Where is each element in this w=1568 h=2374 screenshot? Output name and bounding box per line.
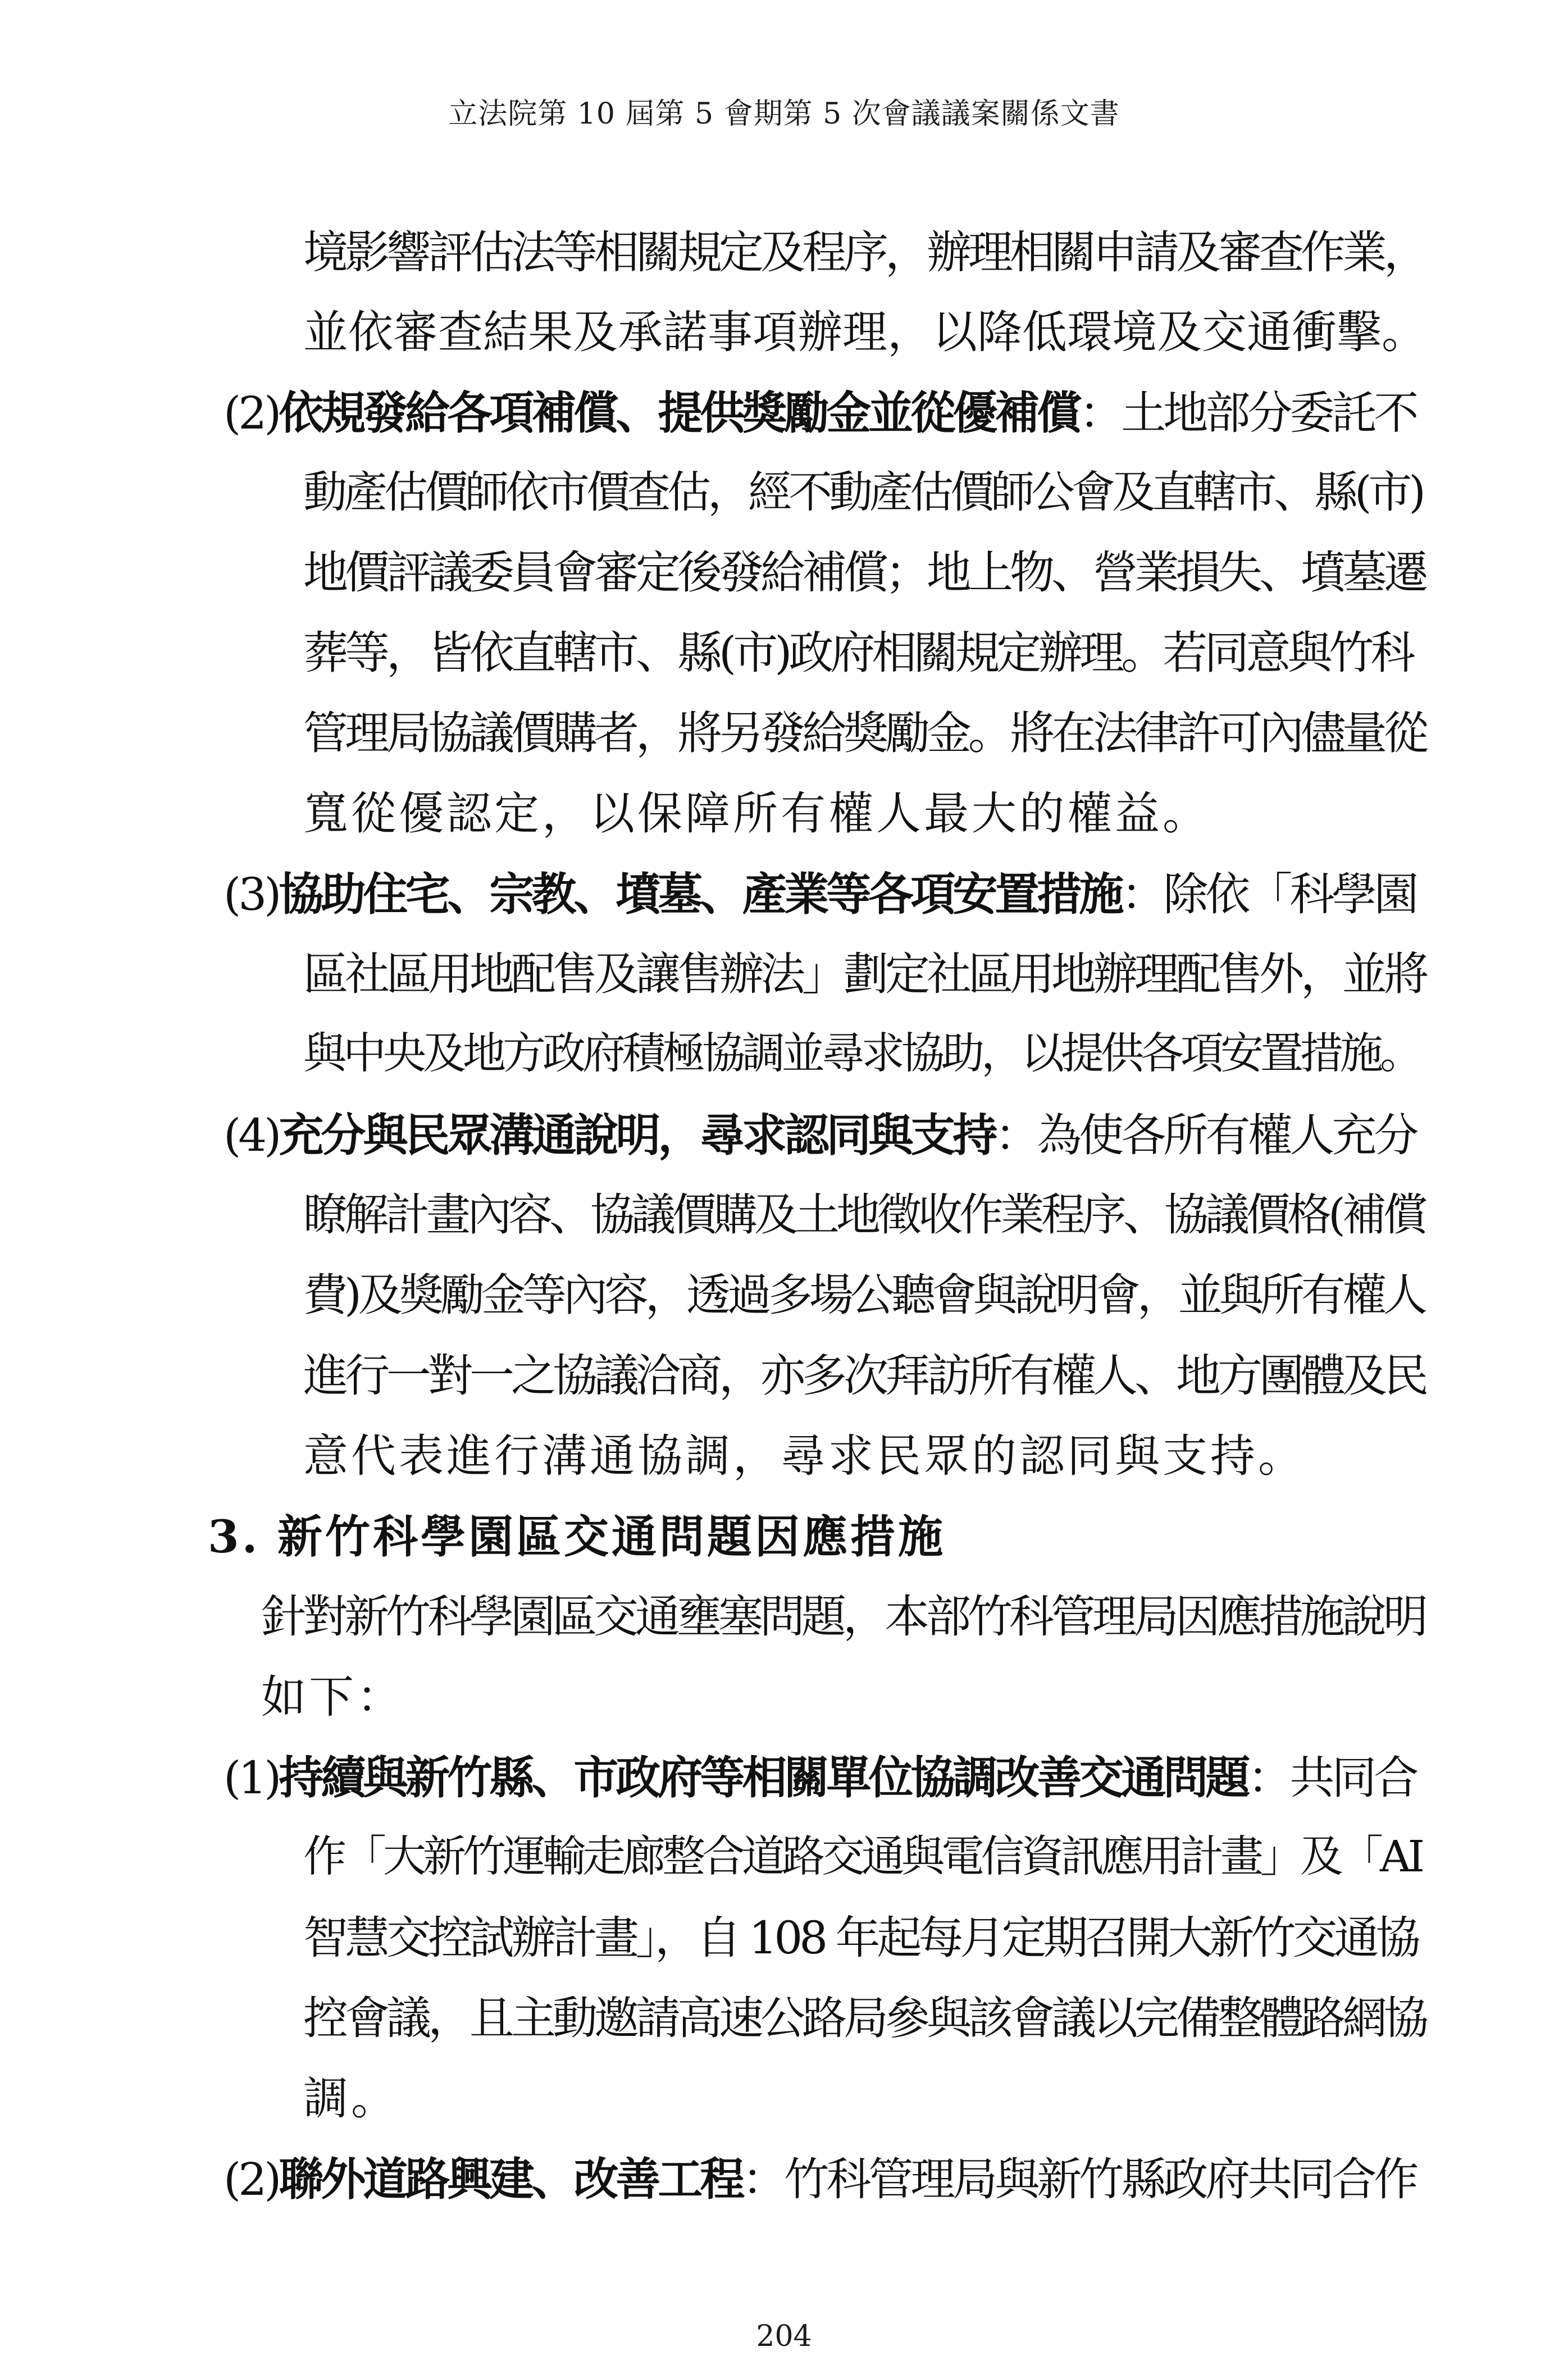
section-number: 3.	[208, 1510, 261, 1563]
text-line: 葬等，皆依直轄市、縣(市)政府相關規定辦理。若同意與竹科	[303, 627, 1412, 679]
list-marker: (1)	[224, 1752, 279, 1804]
list-item-text: ：共同合	[1247, 1752, 1416, 1804]
text-line: 控會議，且主動邀請高速公路局參與該會議以完備整體路網協	[303, 1992, 1425, 2044]
text-line: 境影響評估法等相關規定及程序，辦理相關申請及審查作業，	[303, 226, 1425, 279]
page-number: 204	[756, 2320, 812, 2353]
list-item-text: ：除依「科學園	[1121, 868, 1416, 921]
list-item-1	[224, 1751, 1416, 1804]
section-heading	[208, 1510, 946, 1563]
list-marker: (2)	[224, 387, 279, 439]
text-line: 進行一對一之協議洽商，亦多次拜訪所有權人、地方團體及民	[303, 1350, 1425, 1402]
list-item-heading: 持續與新竹縣、市政府等相關單位協調改善交通問題	[279, 1751, 1248, 1804]
text-line: 意代表進行溝通協調，尋求民眾的認同與支持。	[303, 1430, 1306, 1482]
list-item-heading: 充分與民眾溝通說明，尋求認同與支持	[279, 1109, 995, 1161]
list-item-heading: 依規發給各項補償、提供獎勵金並從優補償	[279, 386, 1079, 439]
text-line: 並依審查結果及承諾事項辦理，以降低環境及交通衝擊。	[303, 306, 1426, 358]
text-line: 瞭解計畫內容、協議價購及土地徵收作業程序、協議價格(補償	[303, 1189, 1424, 1241]
list-item-heading: 協助住宅、宗教、墳墓、產業等各項安置措施	[279, 868, 1122, 921]
list-item-4	[224, 1109, 1416, 1161]
text-line: 與中央及地方政府積極協調並尋求協助，以提供各項安置措施。	[303, 1029, 1420, 1079]
text-line: 針對新竹科學園區交通壅塞問題，本部竹科管理局因應措施說明	[261, 1591, 1425, 1643]
section-title: 新竹科學園區交通問題因應措施	[277, 1510, 946, 1563]
text-line: 動產估價師依市價查估，經不動產估價師公會及直轄市、縣(市)	[303, 467, 1423, 518]
text-line: 寬從優認定，以保障所有權人最大的權益。	[303, 787, 1210, 840]
list-marker: (2)	[224, 2153, 279, 2206]
list-item-text: ：為使各所有權人充分	[995, 1109, 1416, 1161]
text-line: 區社區用地配售及讓售辦法」劃定社區用地辦理配售外，並將	[303, 948, 1425, 1000]
list-item-text: ：土地部分委託不	[1079, 387, 1416, 439]
list-item-2	[224, 386, 1416, 439]
text-line: 智慧交控試辦計畫」，自 108 年起每月定期召開大新竹交通協	[303, 1912, 1417, 1964]
list-marker: (4)	[224, 1109, 279, 1161]
text-line: 如下：	[261, 1671, 404, 1723]
list-item-2b	[224, 2153, 1416, 2206]
list-marker: (3)	[224, 868, 279, 921]
list-item-3	[224, 868, 1416, 921]
text-line: 地價評議委員會審定後發給補償；地上物、營業損失、墳墓遷	[303, 546, 1425, 599]
list-item-text: ：竹科管理局與新竹縣政府共同合作	[742, 2153, 1416, 2206]
text-line: 調。	[303, 2072, 399, 2125]
text-line: 作「大新竹運輸走廊整合道路交通與電信資訊應用計畫」及「AI	[303, 1832, 1422, 1882]
list-item-heading: 聯外道路興建、改善工程	[279, 2153, 742, 2206]
text-line: 費)及獎勵金等內容，透過多場公聽會與說明會，並與所有權人	[303, 1269, 1424, 1321]
page-header: 立法院第 10 屆第 5 會期第 5 次會議議案關係文書	[448, 97, 1120, 131]
text-line: 管理局協議價購者，將另發給獎勵金。將在法律許可內儘量從	[303, 707, 1425, 759]
